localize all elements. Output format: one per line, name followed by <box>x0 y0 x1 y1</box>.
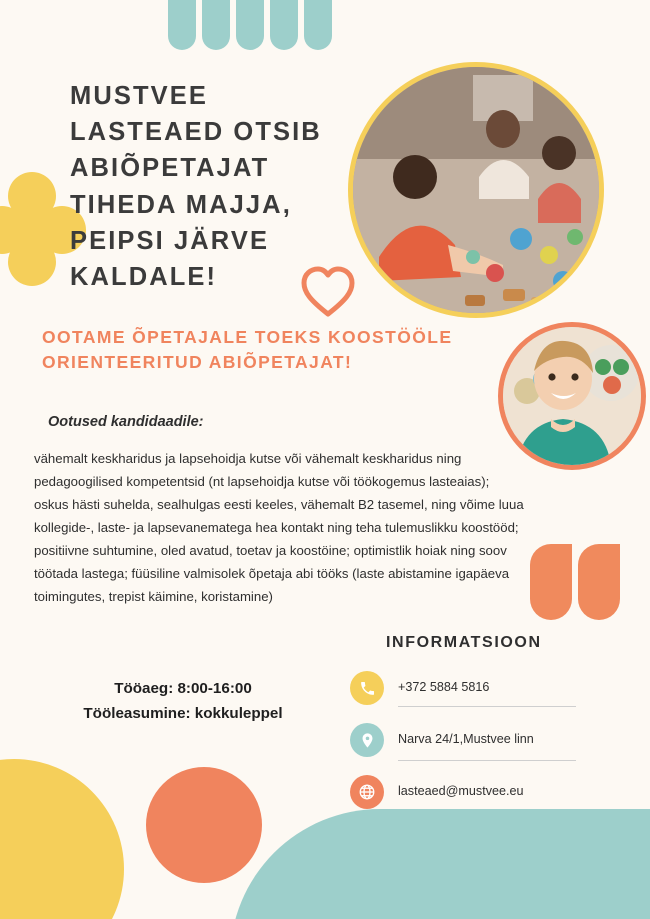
address-text: Narva 24/1,Mustvee linn <box>398 732 534 746</box>
information-title: INFORMATSIOON <box>386 634 542 651</box>
contact-list <box>350 662 622 818</box>
arch-shape <box>270 0 298 50</box>
work-time-hours: Tööaeg: 8:00-16:00 <box>114 680 252 697</box>
globe-icon <box>350 775 384 809</box>
expectations-body: vähemalt keskharidus ja lapsehoidja kutse või vähemalt keskharidus ning pedagoogilised kompetentsid (nt lapsehoidja kutse või töökogemus lasteaias); oskus hästi suhelda, sealhulgas eesti keeles, vähemalt B2 tasemel, ning võime luua kollegide-, laste- ja lapsevanematega hea kontakt ning teha tulemuslikku koostööd; positiivne suhtumine, oled avatud, toetav ja koostöine; optimistlik hoiak ning soov töötada lastega; füüsiline valmisolek õpetaja abi tööks (laste abistamine igapäeva toimingutes, trepist käimine, koristamine) <box>34 451 524 604</box>
phone-icon <box>350 671 384 705</box>
orange-circle-decoration <box>146 767 262 883</box>
arch-shape <box>168 0 196 50</box>
contact-row-address[interactable] <box>350 714 622 766</box>
arch-shape <box>202 0 230 50</box>
page-title: MUSTVEE LASTEAED OTSIB ABIÕPETAJAT TIHEDA MAJJA, PEIPSI JÄRVE KALDALE! <box>70 82 322 292</box>
expectations-title: Ootused kandidaadile: <box>48 414 204 430</box>
email-text: lasteaed@mustvee.eu <box>398 784 524 798</box>
contact-row-phone[interactable] <box>350 662 622 714</box>
subheadline: OOTAME ÕPETAJALE TOEKS KOOSTÖÖLE ORIENTEERITUD ABIÕPETAJAT! <box>42 327 453 373</box>
teal-arches-decoration <box>168 0 348 52</box>
teal-corner-decoration <box>230 809 650 919</box>
arch-shape <box>304 0 332 50</box>
yellow-circle-decoration <box>0 759 124 919</box>
phone-number: +372 5884 5816 <box>398 680 490 694</box>
work-start-terms: Tööleasumine: kokkuleppel <box>83 705 283 723</box>
photo-children-playing <box>348 62 604 318</box>
location-pin-icon <box>350 723 384 757</box>
contact-row-email[interactable] <box>350 766 622 818</box>
work-time-block <box>52 676 314 726</box>
orange-quote-decoration <box>530 540 640 626</box>
arch-shape <box>236 0 264 50</box>
